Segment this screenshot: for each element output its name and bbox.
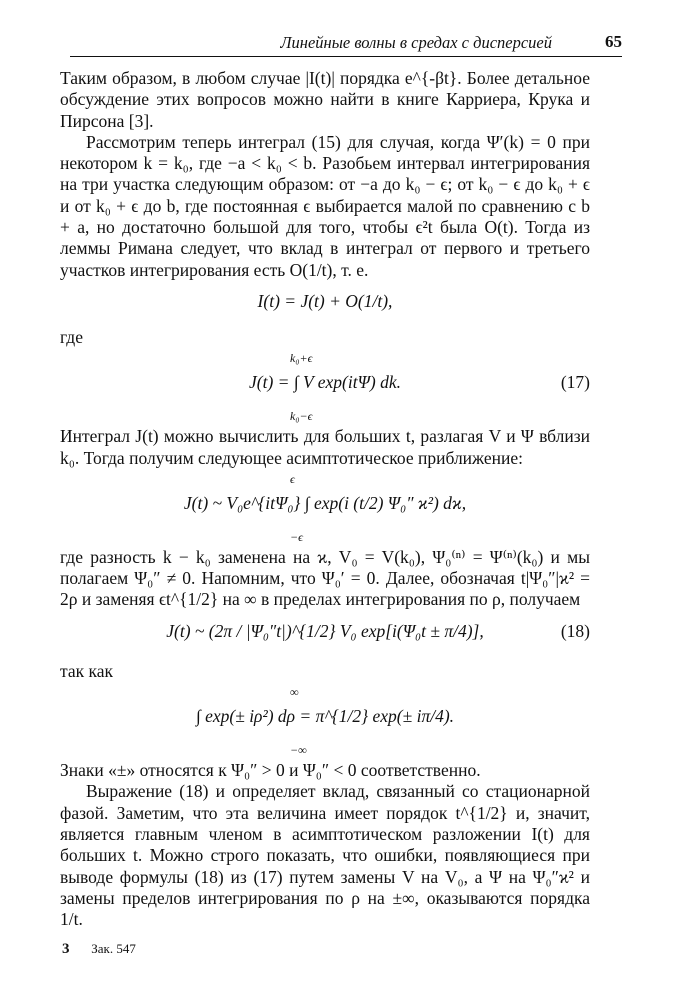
paragraph: где разность k − k₀ заменена на ϰ, V₀ = V(k₀), Ψ₀⁽ⁿ⁾ = Ψ⁽ⁿ⁾(k₀) и мы полагаем Ψ₀″ ≠ 0. Напомним, что Ψ₀′ = 0. Далее, обозначая t|Ψ₀″|ϰ² = 2ρ и заменяя ϵt^{1/2} на ∞ в пределах интегрирования по ρ, получаем: [60, 546, 590, 610]
integral-lower-limit: −∞: [290, 743, 307, 758]
running-header: [70, 30, 622, 57]
equation-number: (18): [560, 620, 590, 641]
equation-17: [60, 348, 590, 426]
equation-text: ∫ exp(± iρ²) dρ = π^{1/2} exp(± iπ/4).: [195, 706, 455, 727]
integral-lower-limit: k₀−ϵ: [290, 409, 313, 424]
equation-18: [60, 611, 590, 661]
paragraph: Рассмотрим теперь интеграл (15) для случая, когда Ψ′(k) = 0 при некотором k = k₀, где −a < k₀ < b. Разобьем интервал интегрирования на три участка следующим образом: от −a до k₀ − ϵ; от k₀ − ϵ до k₀ + ϵ и от k₀ + ϵ до b, где постоянная ϵ выбирается малой по сравнению с b + a, но достаточно большой для того, чтобы ϵ²t была O(t). Тогда из леммы Римана следует, что вклад в интеграл от первого и третьего участков интегрирования есть O(1/t), т. е.: [60, 131, 590, 280]
equation-text: I(t) = J(t) + O(1/t),: [257, 290, 393, 311]
running-title: Линейные волны в средах с дисперсией: [280, 33, 552, 52]
signature-mark: 3: [62, 941, 70, 957]
paragraph: Таким образом, в любом случае |I(t)| порядка e^{-βt}. Более детальное обсуждение этих вопросов можно найти в книге Карриера, Крука и Пирсона [3].: [60, 68, 590, 131]
paragraph: Интеграл J(t) можно вычислить для больших t, разлагая V и Ψ вблизи k₀. Тогда получим следующее асимптотическое приближение:: [60, 426, 590, 468]
equation-text: J(t) ~ (2π / |Ψ₀″t|)^{1/2} V₀ exp[i(Ψ₀t ± π/4)],: [166, 620, 484, 641]
paragraph: Знаки «±» относятся к Ψ₀″ > 0 и Ψ₀″ < 0 соответственно.: [60, 760, 481, 781]
page-number: 65: [605, 32, 622, 51]
equation-asymptotic: [60, 469, 590, 547]
order-number: Зак. 547: [91, 941, 136, 956]
integral-lower-limit: −ϵ: [290, 529, 303, 544]
integral-upper-limit: ∞: [290, 685, 299, 700]
printer-footer: [62, 938, 136, 960]
page-body: [60, 68, 590, 930]
since-label: так как: [60, 660, 114, 681]
integral-upper-limit: k₀+ϵ: [290, 351, 313, 366]
equation-text: J(t) = ∫ V exp(itΨ) dk.: [249, 372, 401, 393]
equation: [60, 281, 590, 325]
equation-fresnel: [60, 682, 590, 760]
paragraph: Выражение (18) и определяет вклад, связанный со стационарной фазой. Заметим, что эта величина имеет порядок t^{1/2} и, значит, является главным членом в асимптотическом разложении I(t) для больших t. Можно строго показать, что ошибки, появляющиеся при выводе формулы (18) из (17) путем замены V на V₀, а Ψ на Ψ₀″ϰ² и замены пределов интегрирования по ρ на ±∞, оказываются порядка 1/t.: [60, 781, 590, 930]
integral-upper-limit: ϵ: [290, 471, 295, 486]
where-label: где: [60, 326, 83, 347]
equation-text: J(t) ~ V₀e^{itΨ₀} ∫ exp(i (t/2) Ψ₀″ ϰ²) dϰ,: [183, 492, 467, 513]
equation-number: (17): [560, 372, 590, 393]
